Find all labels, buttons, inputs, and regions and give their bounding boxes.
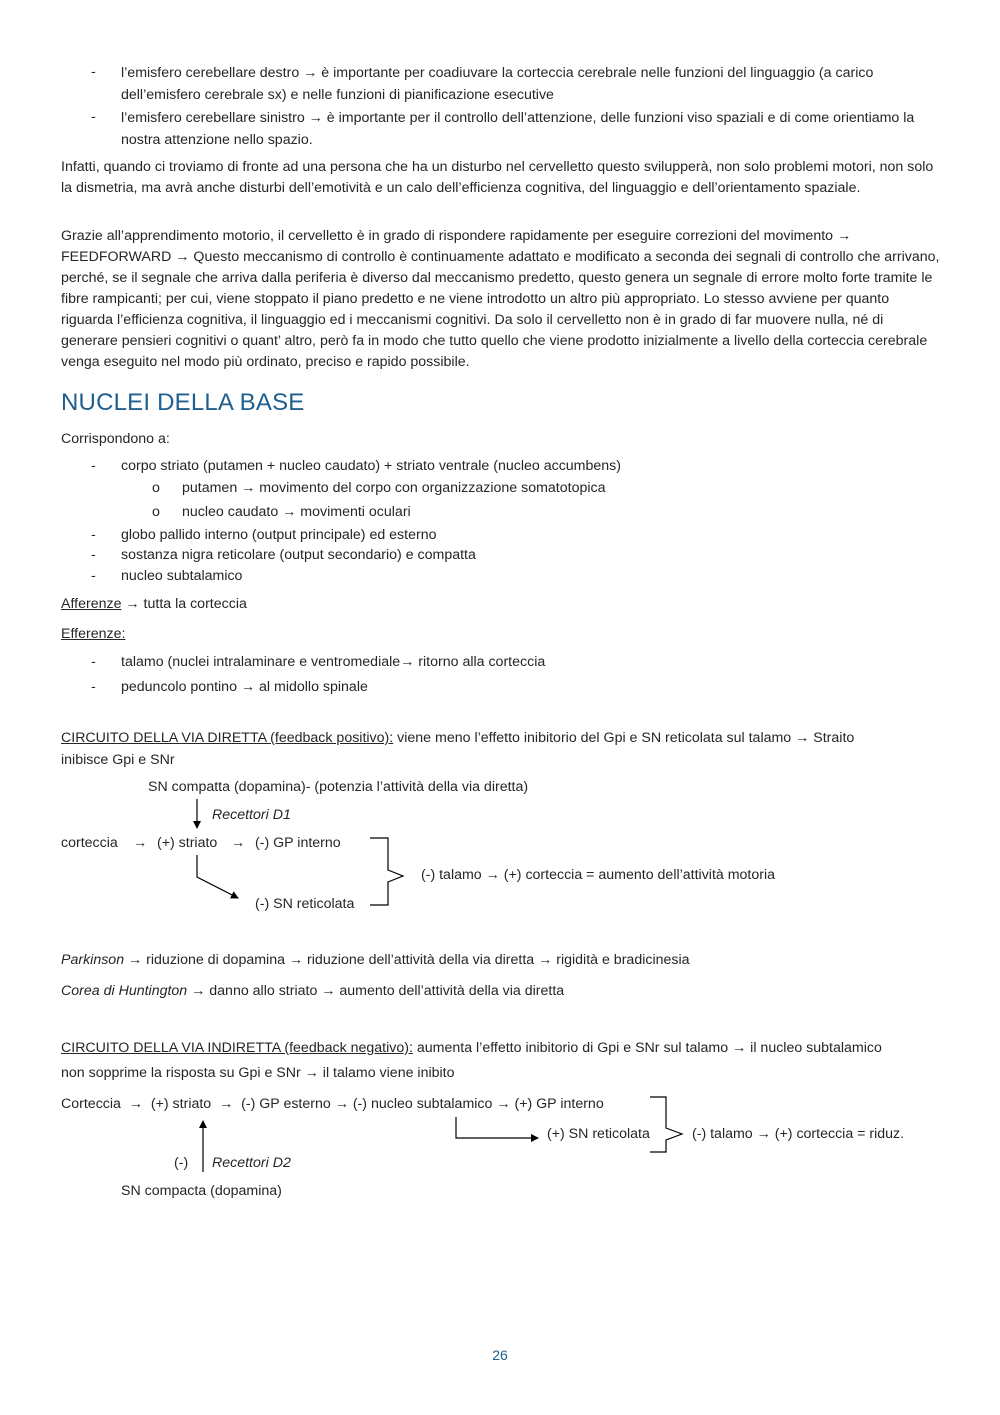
list-item: sostanza nigra reticolare (output secondario) e compatta xyxy=(121,547,476,563)
bullet-dash: - xyxy=(91,568,96,584)
huntington-label: Corea di Huntington xyxy=(61,983,188,999)
direct-pathway-desc-line2: inibisce Gpi e SNr xyxy=(61,752,175,768)
direct-corteccia: corteccia xyxy=(61,835,118,851)
bullet-dash: - xyxy=(91,679,96,695)
sub-list-item: nucleo caudato → movimenti oculari xyxy=(182,504,411,520)
direct-bracket xyxy=(370,838,403,905)
direct-pathway-desc-line1: viene meno l’effetto inibitorio del Gpi e SN reticolata sul talamo → Straito xyxy=(393,730,855,746)
indirect-pathway-desc-line2: non sopprime la risposta su Gpi e SNr → il talamo viene inibito xyxy=(61,1065,455,1081)
huntington-line xyxy=(61,981,564,1002)
direct-striato: (+) striato xyxy=(157,835,218,851)
efferenze-label: Efferenze: xyxy=(61,626,126,642)
afferenze-label: Afferenze xyxy=(61,596,122,612)
indirect-pathway-desc-line1: aumenta l’effetto inibitorio di Gpi e SNr sul talamo → il nucleo subtalamico xyxy=(412,1040,882,1056)
bullet-dash: - xyxy=(91,109,96,125)
direct-pathway-title: CIRCUITO DELLA VIA DIRETTA (feedback positivo): xyxy=(61,730,394,746)
indirect-minus: (-) xyxy=(174,1155,189,1171)
parkinson-text: → riduzione di dopamina → riduzione dell’attività della via diretta → rigidità e bradicinesia xyxy=(124,952,690,968)
afferenze-text: → tutta la corteccia xyxy=(121,596,247,612)
indirect-sn-reticolata: (+) SN reticolata xyxy=(547,1126,650,1142)
sub-bullet: o xyxy=(152,480,160,496)
efferenze-item: peduncolo pontino → al midollo spinale xyxy=(121,679,368,695)
bullet-dash: - xyxy=(91,458,96,474)
indirect-sn-compacta: SN compacta (dopamina) xyxy=(121,1183,282,1199)
indirect-stn-to-snr-arrow xyxy=(456,1117,538,1138)
page-number: 26 xyxy=(492,1347,508,1363)
direct-pathway-desc xyxy=(61,728,854,749)
sub-bullet: o xyxy=(152,504,160,520)
bullet-right-hemisphere: l’emisfero cerebellare destro → è importante per coadiuvare la corteccia cerebrale nelle funzioni del linguaggio (a carico dell’emisfero cerebrale sx) e nelle funzioni di pianificazione esecutive xyxy=(121,65,874,103)
parkinson-line xyxy=(61,950,690,971)
paragraph-cerebellum-disorder: Infatti, quando ci troviamo di fronte ad una persona che ha un disturbo nel cervelletto questo svilupperà, non solo problemi motori, non solo la dismetria, ma avrà anche disturbi dell’emotività e un calo dell’efficienza cognitiva, del linguaggio e dell’orientamento spaziale. xyxy=(61,159,934,196)
parkinson-label: Parkinson xyxy=(61,952,125,968)
bullet-dash: - xyxy=(91,654,96,670)
indirect-pathway-desc xyxy=(61,1038,882,1059)
list-item: nucleo subtalamico xyxy=(121,568,243,584)
direct-result: (-) talamo → (+) corteccia = aumento dell’attività motoria xyxy=(421,867,776,883)
section-heading: NUCLEI DELLA BASE xyxy=(61,389,305,416)
paragraph-feedforward: Grazie all’apprendimento motorio, il cervelletto è in grado di rispondere rapidamente per eseguire correzioni del movimento → FEEDFORWARD → Questo meccanismo di controllo è continuamente adattato e modificato a seconda dei segnali di controllo che arrivano, perché, se il segnale che arriva dalla periferia è diverso dal meccanismo predetto, questo genera un segnale di errore molto forte tramite le fibre rampicanti; per cui, viene stoppato il piano predetto e ne viene introdotto un altro più appropriato. Lo stesso avviene per quanto riguarda l’efficienza cognitiva, il linguaggio ed i meccanismi cognitivi. Da solo il cervelletto non è in grado di far muovere nulla, né di generare pensieri cognitivi o quant’ altro, però fa in modo che tutto quello che viene prodotto inizialmente a livello della corteccia cerebrale venga eseguito nel modo più ordinato, preciso e rapido possibile. xyxy=(61,228,940,370)
efferenze-item: talamo (nuclei intralaminare e ventromediale→ ritorno alla corteccia xyxy=(121,654,546,670)
direct-arrow-2: → xyxy=(231,835,246,851)
direct-sn-reticolata: (-) SN reticolata xyxy=(255,896,355,912)
direct-arrow-1: → xyxy=(133,835,148,851)
indirect-receptor-label: Recettori D2 xyxy=(212,1155,291,1171)
bullet-dash: - xyxy=(91,547,96,563)
sub-list-item: putamen → movimento del corpo con organizzazione somatotopica xyxy=(182,480,606,496)
list-item: corpo striato (putamen + nucleo caudato) + striato ventrale (nucleo accumbens) xyxy=(121,458,621,474)
huntington-text: → danno allo striato → aumento dell’attività della via diretta xyxy=(187,983,565,999)
direct-receptor-label: Recettori D1 xyxy=(212,807,291,823)
bullet-dash: - xyxy=(91,64,96,80)
direct-sn-compatta: SN compatta (dopamina)- (potenzia l’attività della via diretta) xyxy=(148,779,529,795)
direct-striato-to-snr-arrow xyxy=(197,855,238,898)
bullet-left-hemisphere: l’emisfero cerebellare sinistro → è importante per il controllo dell’attenzione, delle funzioni viso spaziali e di come orientiamo la nostra attenzione nello spazio. xyxy=(121,110,915,148)
indirect-bracket xyxy=(650,1097,682,1152)
bullet-dash: - xyxy=(91,527,96,543)
indirect-pathway-title: CIRCUITO DELLA VIA INDIRETTA (feedback negativo): xyxy=(61,1040,413,1056)
indirect-chain: Corteccia → (+) striato → (-) GP esterno → (-) nucleo subtalamico → (+) GP interno xyxy=(61,1096,604,1112)
indirect-result: (-) talamo → (+) corteccia = riduz. xyxy=(692,1126,905,1142)
list-item: globo pallido interno (output principale) ed esterno xyxy=(121,527,437,543)
direct-gp-interno: (-) GP interno xyxy=(255,835,341,851)
section-intro: Corrispondono a: xyxy=(61,431,170,447)
afferenze-line xyxy=(61,594,247,615)
